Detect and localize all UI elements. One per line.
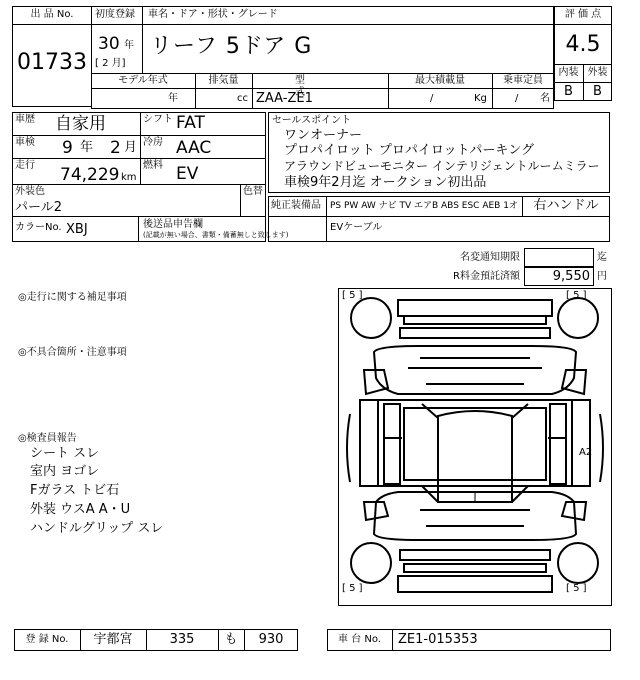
rear-bumper (400, 550, 550, 560)
shift-label: シフト (143, 114, 173, 125)
score-label: 評 価 点 (564, 9, 602, 20)
fuel-value: EV (176, 164, 199, 184)
chassis-value: ZE1-015353 (398, 632, 478, 647)
capacity-sep: / (515, 93, 519, 104)
reg-label: 登 録 No. (25, 634, 69, 645)
sales-points-title: セールスポイント (272, 115, 352, 126)
first-reg-label: 初度登録 (95, 9, 135, 20)
exterior-label: 外装 (587, 67, 608, 78)
max-load-sep: / (430, 93, 434, 104)
color-label: 外装色 (15, 186, 45, 197)
cabin-outline (360, 400, 593, 486)
roof-outline (438, 411, 512, 502)
fuel-label: 燃料 (143, 160, 163, 171)
equipment-extra: EVケーブル (330, 222, 383, 233)
reg-kana: も (224, 632, 238, 647)
car-name: リーフ 5ドア G (150, 34, 313, 59)
interior-grade: B (564, 84, 573, 99)
mileage-unit: km (121, 172, 137, 183)
tire-rr: [ 5 ] (566, 583, 587, 594)
sales-point-line: ワンオーナー (284, 128, 363, 143)
front-bumper (398, 300, 552, 324)
equipment-value: PS PW AW ナビ TV エアB ABS ESC AEB 1オ (330, 201, 518, 211)
inspection-month: 2 (110, 138, 121, 158)
model-year-label: モデル年式 (118, 75, 168, 86)
ac-value: AAC (176, 138, 212, 158)
mileage-label: 走行 (15, 160, 35, 171)
sales-point-line: プロパイロット プロパイロットパーキング (284, 143, 534, 158)
history-value: 自家用 (55, 114, 106, 134)
color-no-label: カラーNo. (15, 222, 62, 233)
type-label: 型 式 (295, 75, 345, 98)
recycle-label: R料金預託済額 (453, 271, 520, 282)
color-value: パール2 (15, 200, 63, 215)
history-label: 車歴 (15, 114, 35, 125)
first-reg-year: 30 (98, 34, 120, 54)
recycle-unit: 円 (597, 271, 607, 282)
title-change-unit: 迄 (597, 252, 607, 263)
driving-notes-label: ◎走行に関する補足事項 (18, 292, 127, 303)
capacity-unit: 名 (540, 93, 550, 104)
color-change-label: 色替 (243, 186, 263, 197)
inspection-month-unit: 月 (124, 140, 138, 155)
max-load-label: 最大積載量 (415, 75, 465, 86)
car-outline-drawing (338, 288, 612, 606)
wheel-fl (351, 298, 391, 338)
capacity-label: 乗車定員 (503, 75, 543, 86)
defects-label: ◎不具合箇所・注意事項 (18, 347, 127, 358)
sales-point-line: アラウンドビューモニター インテリジェントルームミラー (284, 159, 600, 173)
tire-rl: [ 5 ] (342, 583, 363, 594)
max-load-unit: Kg (474, 93, 487, 104)
reg-area: 宇都宮 (93, 632, 133, 647)
type-value: ZAA-ZE1 (256, 91, 313, 106)
inspection-label: 車検 (15, 137, 35, 148)
chassis-label: 車 台 No. (338, 634, 381, 645)
inspector-label: ◎検査員報告 (18, 433, 77, 444)
mileage-value: 74,229 (60, 165, 120, 185)
tire-fr: [ 5 ] (566, 290, 587, 301)
wheel-rr (558, 543, 598, 583)
ac-label: 冷房 (143, 137, 163, 148)
inspector-line: Fガラス トビ石 (30, 483, 120, 498)
lot-number: 01733 (17, 50, 87, 75)
interior-label: 内装 (558, 67, 579, 78)
steering-value: 右ハンドル (533, 198, 599, 213)
recycle-value: 9,550 (552, 269, 590, 284)
equipment-label: 純正装備品 (271, 200, 321, 211)
later-label: 後送品申告欄 (143, 219, 203, 230)
displacement-label: 排気量 (208, 75, 239, 86)
inspection-year: 9 (62, 138, 73, 158)
sales-point-line: 車検9年2月迄 オークション初出品 (284, 175, 487, 190)
title-change-box (524, 248, 594, 267)
tire-fl: [ 5 ] (342, 290, 363, 301)
reg-number: 930 (258, 632, 284, 647)
score-value: 4.5 (565, 32, 601, 57)
wheel-rl (351, 543, 391, 583)
year-unit: 年 (124, 40, 134, 51)
inspector-line: 外装 ウスA A・U (30, 502, 131, 517)
exterior-grade: B (593, 84, 602, 99)
damage-mark-a2: A2 (579, 447, 593, 458)
inspector-line: ハンドルグリップ スレ (30, 521, 164, 536)
first-reg-month: [ 2 月] (95, 58, 126, 69)
inspection-year-unit: 年 (80, 140, 94, 155)
inspector-line: 室内 ヨゴレ (30, 464, 100, 479)
lot-label: 出 品 No. (30, 9, 74, 20)
displacement-unit: cc (237, 93, 248, 104)
title-change-label: 名変通知期限 (460, 252, 520, 263)
wheel-fr (558, 298, 598, 338)
shift-value: FAT (176, 113, 205, 133)
reg-class: 335 (169, 632, 195, 647)
later-note: (記載が無い場合、書類・備蓄無しと致します) (143, 231, 289, 239)
hood-outline (374, 346, 576, 394)
inspector-line: シート スレ (30, 446, 100, 461)
color-no-value: XBJ (66, 222, 88, 237)
car-label: 車名・ドア・形状・グレード (148, 9, 278, 20)
model-year-unit: 年 (168, 93, 178, 104)
